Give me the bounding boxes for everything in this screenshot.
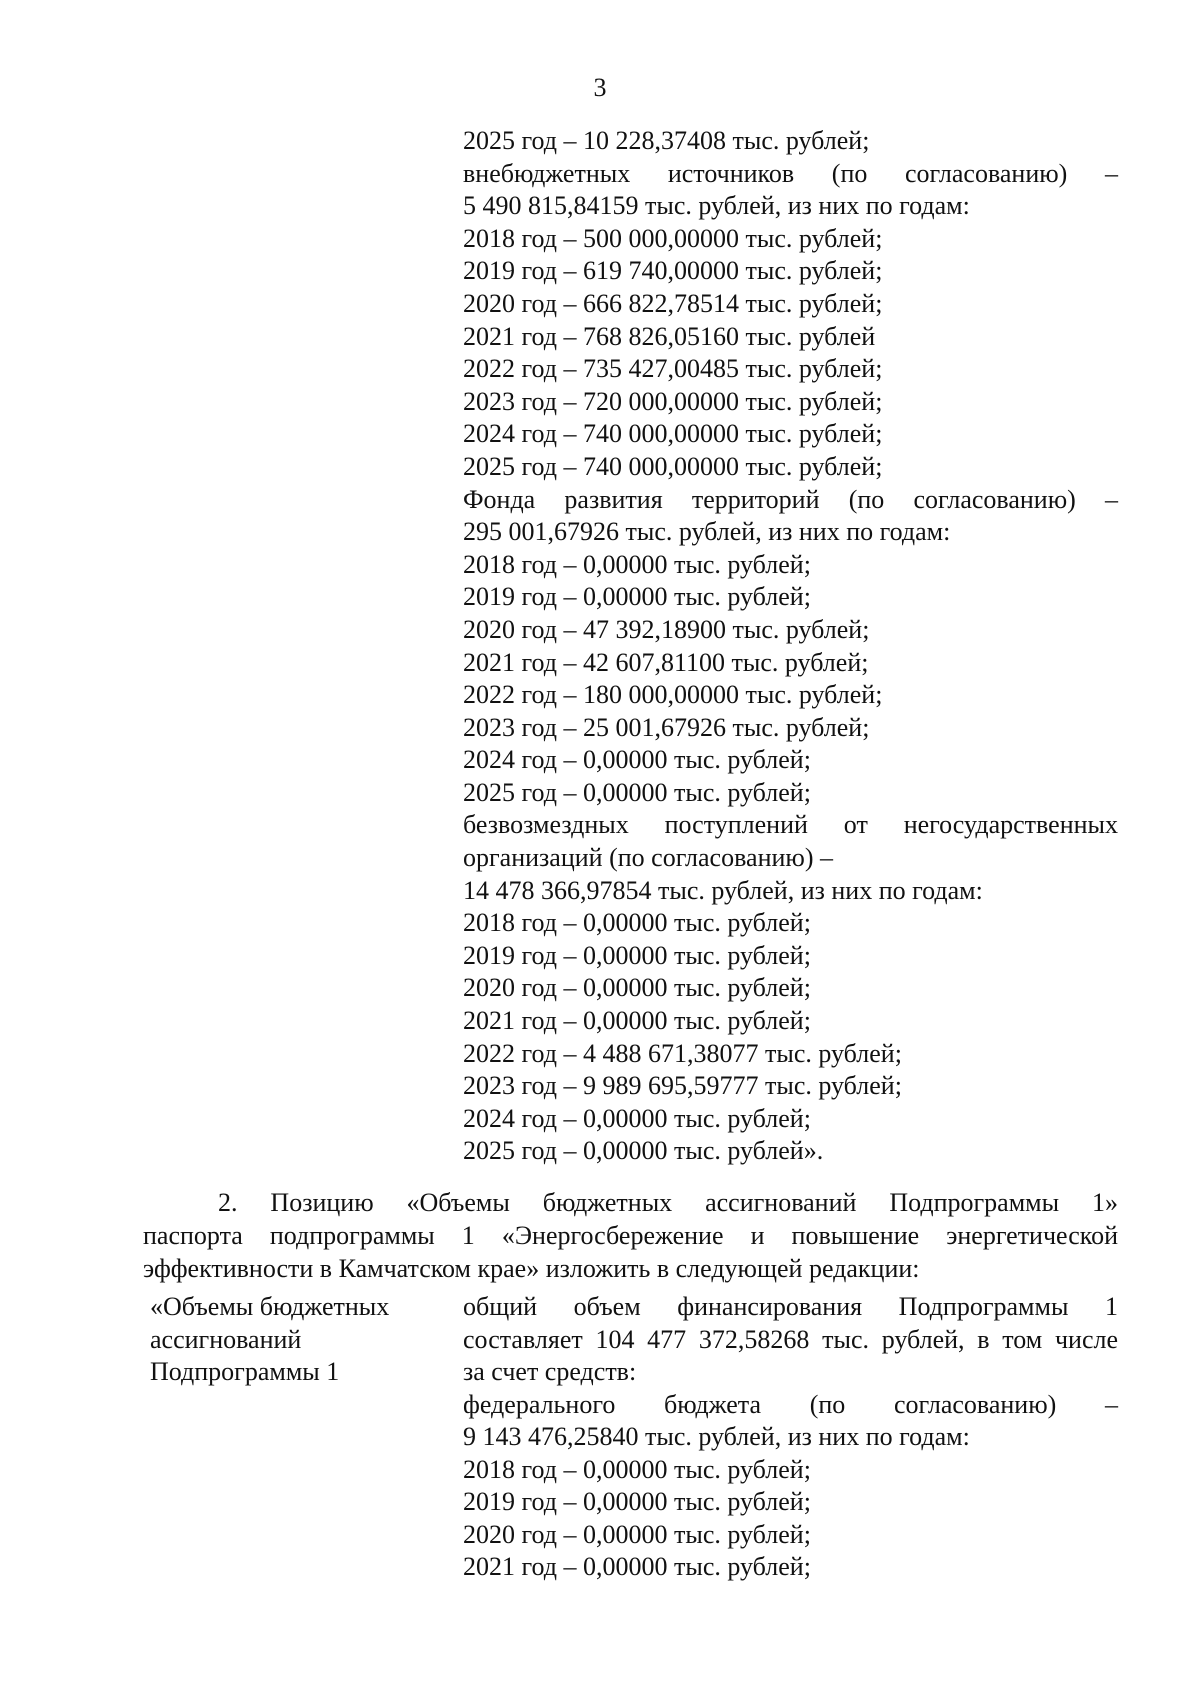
text-line: 9 143 476,25840 тыс. рублей, из них по годам: bbox=[463, 1422, 970, 1451]
text-line: 2021 год – 768 826,05160 тыс. рублей bbox=[463, 321, 876, 351]
text-line: 2021 год – 42 607,81100 тыс. рублей; bbox=[463, 647, 869, 677]
paragraph-line: 2. Позицию «Объемы бюджетных ассигнований Подпрограммы 1» bbox=[218, 1188, 1118, 1217]
text-line: 2024 год – 0,00000 тыс. рублей; bbox=[463, 745, 811, 775]
text-line: 2018 год – 0,00000 тыс. рублей; bbox=[463, 1454, 811, 1484]
position-content bbox=[463, 1291, 1118, 1584]
text-line: 2025 год – 0,00000 тыс. рублей; bbox=[463, 777, 811, 807]
text-line: 2022 год – 4 488 671,38077 тыс. рублей; bbox=[463, 1038, 902, 1068]
text-line: за счет средств: bbox=[463, 1357, 637, 1386]
funding-continuation-block bbox=[463, 125, 1118, 1168]
text-line: 2025 год – 740 000,00000 тыс. рублей; bbox=[463, 451, 883, 481]
text-line: 14 478 366,97854 тыс. рублей, из них по годам: bbox=[463, 875, 983, 905]
text-line: 2020 год – 47 392,18900 тыс. рублей; bbox=[463, 614, 870, 644]
text-line: 2018 год – 500 000,00000 тыс. рублей; bbox=[463, 223, 883, 253]
text-line: 5 490 815,84159 тыс. рублей, из них по годам: bbox=[463, 191, 970, 221]
label-line: Подпрограммы 1 bbox=[150, 1357, 340, 1386]
text-line: 2019 год – 0,00000 тыс. рублей; bbox=[463, 1487, 811, 1516]
paragraph-line: эффективности в Камчатском крае» изложить в следующей редакции: bbox=[143, 1254, 920, 1283]
text-line: 2020 год – 0,00000 тыс. рублей; bbox=[463, 973, 811, 1003]
text-line: 2023 год – 9 989 695,59777 тыс. рублей; bbox=[463, 1071, 902, 1101]
text-line: 2023 год – 720 000,00000 тыс. рублей; bbox=[463, 386, 883, 416]
text-line: внебюджетных источников (по согласованию) – bbox=[463, 158, 1118, 188]
text-line: 2018 год – 0,00000 тыс. рублей; bbox=[463, 908, 811, 938]
text-line: 2024 год – 740 000,00000 тыс. рублей; bbox=[463, 419, 883, 449]
text-line: 2020 год – 0,00000 тыс. рублей; bbox=[463, 1519, 811, 1549]
text-line: 2019 год – 0,00000 тыс. рублей; bbox=[463, 582, 811, 612]
text-line: Фонда развития территорий (по согласованию) – bbox=[463, 484, 1118, 514]
text-line: 2021 год – 0,00000 тыс. рублей; bbox=[463, 1006, 811, 1036]
text-line: 295 001,67926 тыс. рублей, из них по годам: bbox=[463, 517, 951, 547]
text-line: общий объем финансирования Подпрограммы 1 bbox=[463, 1292, 1118, 1321]
text-line: безвозмездных поступлений от негосударственных bbox=[463, 810, 1118, 840]
text-line: организаций (по согласованию) – bbox=[463, 843, 833, 873]
text-line: федерального бюджета (по согласованию) – bbox=[463, 1389, 1118, 1419]
text-line: 2020 год – 666 822,78514 тыс. рублей; bbox=[463, 288, 883, 318]
text-line: 2018 год – 0,00000 тыс. рублей; bbox=[463, 549, 811, 579]
text-line: 2021 год – 0,00000 тыс. рублей; bbox=[463, 1552, 811, 1581]
label-line: ассигнований bbox=[150, 1324, 302, 1354]
text-line: 2024 год – 0,00000 тыс. рублей; bbox=[463, 1103, 811, 1133]
text-line: 2019 год – 0,00000 тыс. рублей; bbox=[463, 940, 811, 970]
text-line: 2022 год – 735 427,00485 тыс. рублей; bbox=[463, 354, 883, 384]
text-line: 2023 год – 25 001,67926 тыс. рублей; bbox=[463, 712, 870, 742]
text-line: составляет 104 477 372,58268 тыс. рублей, в том числе bbox=[463, 1324, 1118, 1354]
page-number: 3 bbox=[593, 73, 607, 102]
text-line: 2022 год – 180 000,00000 тыс. рублей; bbox=[463, 680, 883, 710]
text-line: 2025 год – 10 228,37408 тыс. рублей; bbox=[463, 126, 870, 155]
position-label bbox=[150, 1291, 440, 1389]
paragraph-line: паспорта подпрограммы 1 «Энергосбережение и повышение энергетической bbox=[143, 1221, 1118, 1250]
text-line: 2025 год – 0,00000 тыс. рублей». bbox=[463, 1136, 824, 1166]
label-line: «Объемы бюджетных bbox=[150, 1292, 390, 1321]
text-line: 2019 год – 619 740,00000 тыс. рублей; bbox=[463, 256, 883, 286]
amendment-paragraph bbox=[143, 1186, 1118, 1285]
